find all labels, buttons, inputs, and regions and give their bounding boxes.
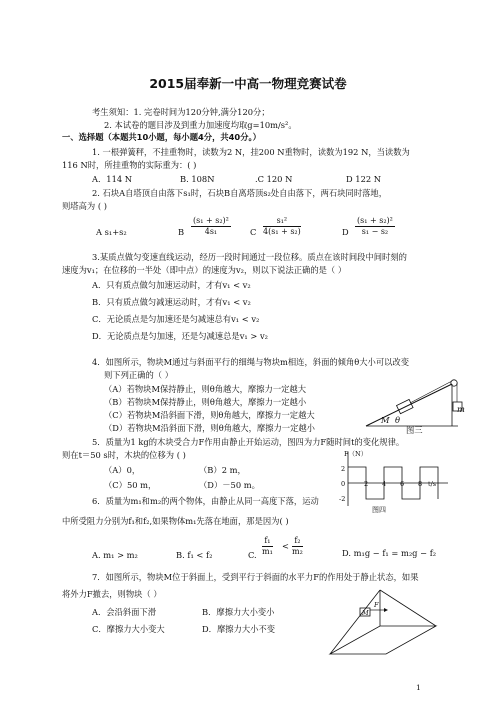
q2-option-c-denominator: 4(s₁ + s₂): [263, 227, 301, 236]
q4-option-a: （A）若物块M保持静止，则θ角越大，摩擦力一定越大: [104, 384, 307, 394]
figure3-label-theta: θ: [395, 415, 400, 425]
q2-option-b-numerator: (s₁ + s₂)²: [193, 216, 229, 225]
exam-title: 2015届奉新一中高一物理竞赛试卷: [149, 76, 347, 91]
q2-option-d-denominator: s₁ − s₂: [361, 227, 389, 236]
q5-option-d: （D）－50 m。: [199, 480, 260, 490]
figure3-label-m: m: [457, 404, 465, 414]
figure4-y-tick-2: 2: [341, 465, 346, 473]
q2-line-2: 则塔高为 ( ): [62, 201, 107, 211]
q7-option-b: B．摩擦力大小变小: [202, 607, 275, 617]
figure3-caption: 图三: [406, 425, 423, 435]
q6-option-c-numerator-2: f₂: [292, 536, 303, 547]
q4-line-1: 4．如图所示，物块M通过与斜面平行的细绳与物块m相连，斜面的倾角θ大小可以改变: [92, 357, 410, 367]
figure4-x-tick-2: 2: [364, 480, 369, 488]
figure4-y-tick-neg2: -2: [339, 495, 346, 503]
q1-line-2: 116 N时，所挂重物的实际重为：( ): [62, 160, 197, 170]
figure4-x-tick-4: 4: [382, 480, 387, 488]
q2-option-b-denominator: 4s₁: [204, 227, 218, 236]
q2-option-d-numerator: (s₁ + s₂)²: [357, 216, 393, 225]
q3-line-1: 3.某质点做匀变速直线运动，经历一段时间通过一段位移。质点在该时间段中间时刻的: [92, 252, 407, 262]
q3-option-d: D．无论质点是匀加速，还是匀减速总是v₁ > v₂: [92, 331, 268, 341]
q5-option-c: （C）50 m，: [104, 480, 157, 490]
q2-option-c-fraction: [263, 216, 301, 237]
q4-line-2: 则下列正确的（ ）: [104, 370, 174, 380]
figure3-label-M: M: [381, 415, 390, 425]
section-heading: 一、选择题（本题共10小题，每小题4分，共40分。）: [62, 132, 261, 142]
q1-option-c: .C 120 N: [255, 174, 293, 184]
q1-option-d: D 122 N: [346, 174, 382, 184]
q6-option-c-less-than: <: [282, 541, 289, 551]
q3-option-a: A．只有质点做匀加速运动时，才有v₁ < v₂: [92, 280, 251, 290]
q7-line-1: 7．如图所示，物块M位于斜面上，受到平行于斜面的水平力F的作用处于静止状态，如果: [92, 572, 419, 582]
q2-option-d-label: D: [342, 227, 349, 237]
q6-option-a: A. m₁ > m₂: [92, 550, 138, 560]
q6-option-c-numerator-1: f₁: [262, 536, 273, 547]
q6-option-c-label: C.: [248, 550, 257, 560]
figure-block-on-incline: [326, 586, 441, 661]
q4-option-d: （D）若物块M沿斜面下滑，则θ角越大，摩擦力一定越小: [104, 423, 315, 433]
q2-option-b-label: B: [178, 227, 185, 237]
q7-option-a: A．会沿斜面下滑: [92, 607, 157, 617]
q5-option-a: （A）0，: [104, 465, 141, 475]
q1-line-1: 1. 一根弹簧秤，不挂重物时，读数为2 N，挂200 N重物时，读数为192 N，当读数为: [92, 147, 410, 157]
q6-option-b: B. f₁ < f₂: [176, 550, 213, 560]
note-2: 2. 本试卷的题目涉及到重力加速度均取g=10m/s²。: [104, 120, 297, 130]
q7-option-d: D．摩擦力大小不变: [202, 624, 276, 634]
q5-line-2: 则在t＝50 s时，木块的位移为 ( ): [62, 450, 186, 460]
figure4-x-tick-6: 6: [400, 480, 405, 488]
q2-option-a: A s₁+s₂: [96, 227, 127, 237]
q5-line-1: 5．质量为1 kg的木块受合力F作用由静止开始运动，图四为力F随时间t的变化规律。: [92, 437, 405, 447]
q2-option-c-label: C: [250, 227, 257, 237]
q6-line-1: 6．质量为m₁和m₂的两个物体，由静止从同一高度下落，运动: [92, 496, 319, 506]
figure7-label-M: M: [362, 609, 369, 617]
figure4-x-label: t/s: [428, 480, 437, 488]
q3-option-c: C．无论质点是匀加速还是匀减速总有v₁ < v₂: [92, 314, 260, 324]
q2-line-1: 2. 石块A自塔顶自由落下s₁时，石块B自离塔顶s₂处自由落下，两石块同时落地，: [92, 188, 388, 198]
page-number: 1: [416, 683, 421, 692]
q6-option-d: D. m₁g − f₁ = m₂g − f₂: [342, 548, 437, 558]
q1-option-a: A．114 N: [92, 174, 133, 184]
q3-line-2: 速度为v₁；在位移的一半处（即中点）的速度为v₂，则以下说法正确的是（ ）: [62, 265, 347, 275]
q3-option-b: B．只有质点做匀减速运动时，才有v₁ < v₂: [92, 297, 251, 307]
q7-line-2: 将外力F撤去，则物块（ ）: [62, 589, 162, 599]
q5-option-b: （B）2 m，: [199, 465, 246, 475]
q2-option-d-fraction: [355, 216, 395, 237]
q2-option-c-numerator: s₁²: [263, 216, 301, 227]
q6-option-c-fraction-2: [292, 536, 303, 557]
q6-option-c-denominator-2: m₂: [292, 547, 303, 556]
note-1: 考生须知：1. 完卷时间为120分钟,满分120分；: [92, 107, 270, 117]
figure-force-time-graph: [344, 450, 454, 510]
q4-option-c: （C）若物块M沿斜面下滑，则θ角越大，摩擦力一定越大: [104, 410, 315, 420]
figure4-caption: 图四: [372, 506, 386, 514]
figure4-x-tick-8: 8: [418, 480, 423, 488]
q6-line-2: 中所受阻力分别为f₁和f₂,如果物体m₁先落在地面，那是因为( ): [62, 516, 289, 526]
q1-option-b: B. 108N: [180, 174, 215, 184]
figure4-y-tick-0: 0: [341, 480, 346, 488]
figure4-y-label: F（N）: [344, 450, 368, 458]
q7-option-c: C．摩擦力大小变大: [92, 624, 165, 634]
figure7-label-F: F: [374, 601, 379, 609]
q6-option-c-fraction-1: [262, 536, 273, 557]
q2-option-b-fraction: [191, 216, 231, 237]
q4-option-b: （B）若物块M保持静止，则θ角越大，摩擦力一定越小: [104, 397, 307, 407]
q6-option-c-denominator-1: m₁: [262, 547, 273, 556]
